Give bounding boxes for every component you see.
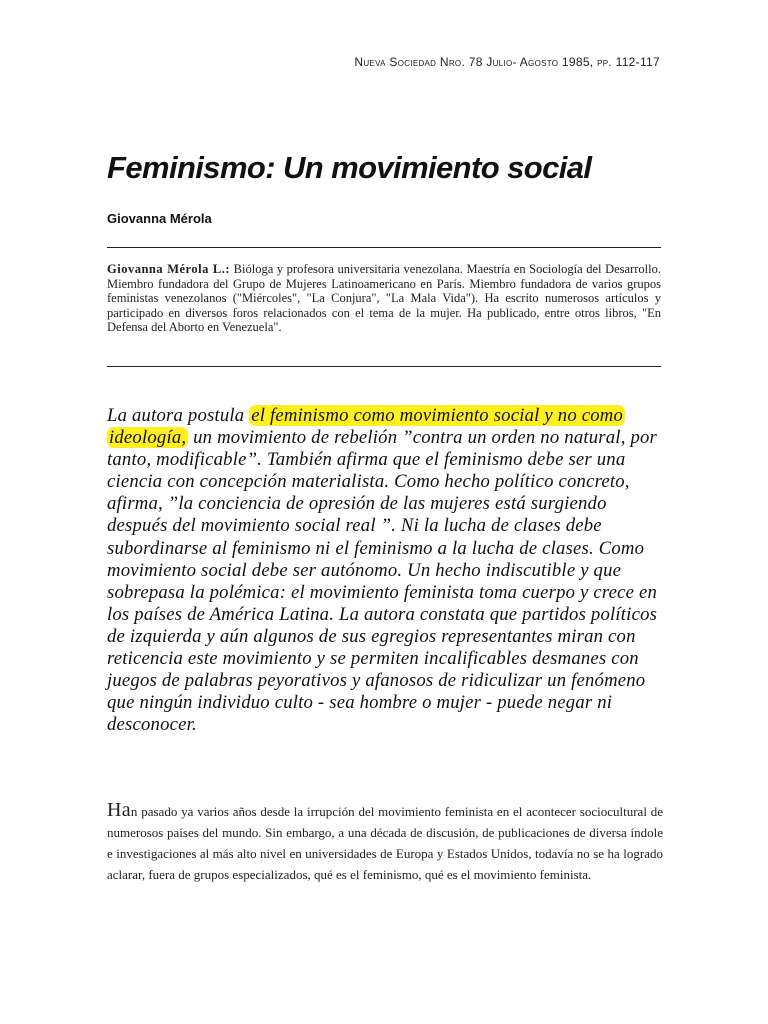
abstract-highlight: el feminismo como movimiento social y no como ideología, bbox=[109, 405, 624, 449]
abstract-lead: La autora postula bbox=[107, 405, 250, 426]
bio-author-name: Giovanna Mérola L.: bbox=[107, 262, 231, 276]
top-divider bbox=[107, 247, 661, 248]
author-bio bbox=[107, 262, 661, 335]
bottom-divider bbox=[107, 366, 661, 367]
abstract-rest: un movimiento de rebelión ”contra un orden no natural, por tanto, modificable”. También afirma que el feminismo debe ser una ciencia con concepción materialista. Como hecho político concreto, afirma, ”la conciencia de opresión de las mujeres está surgiendo después del movimiento social real ”. Ni la lucha de clases debe subordinarse al feminismo ni el feminismo a la lucha de clases. Como movimiento social debe ser autónomo. Un hecho indiscutible y que sobrepasa la polémica: el movimiento feminista toma cuerpo y crece en los países de América Latina. La autora constata que partidos políticos de izquierda y aún algunos de sus egregios representantes miran con reticencia este movimiento y se permiten incalificables desmanes con juegos de palabras peyorativos y afanosos de ridiculizar un fenómeno que ningún individuo culto - sea hombre o mujer - puede negar ni desconocer. bbox=[107, 427, 658, 736]
abstract bbox=[107, 405, 665, 736]
body-text: n pasado ya varios años desde la irrupción del movimiento feminista en el acontecer sociocultural de numerosos países del mundo. Sin embargo, a una década de discusión, de publicaciones de diversa índole e investigaciones al más alto nivel en universidades de Europa y Estados Unidos, todavía no se ha logrado aclarar, fuera de grupos especializados, qué es el feminismo, qué es el movimiento feminista. bbox=[107, 804, 663, 882]
body-paragraph bbox=[107, 800, 663, 885]
bio-text: Bióloga y profesora universitaria venezolana. Maestría en Sociología del Desarrollo. Miembro fundadora del Grupo de Mujeres Latinoamericano en París. Miembro fundadora de varios grupos feministas venezolanos ("Miércoles", "La Conjura", "La Mala Vida"). Ha escrito numerosos artículos y participado en diversos foros relacionados con el tema de la mujer. Ha publicado, entre otros libros, "En Defensa del Aborto en Venezuela". bbox=[107, 262, 661, 335]
article-title: Feminismo: Un movimiento social bbox=[107, 150, 592, 185]
drop-cap: Ha bbox=[107, 799, 131, 821]
running-head: Nueva Sociedad Nro. 78 Julio- Agosto 1985, pp. 112-117 bbox=[354, 55, 660, 69]
article-author: Giovanna Mérola bbox=[107, 211, 212, 226]
